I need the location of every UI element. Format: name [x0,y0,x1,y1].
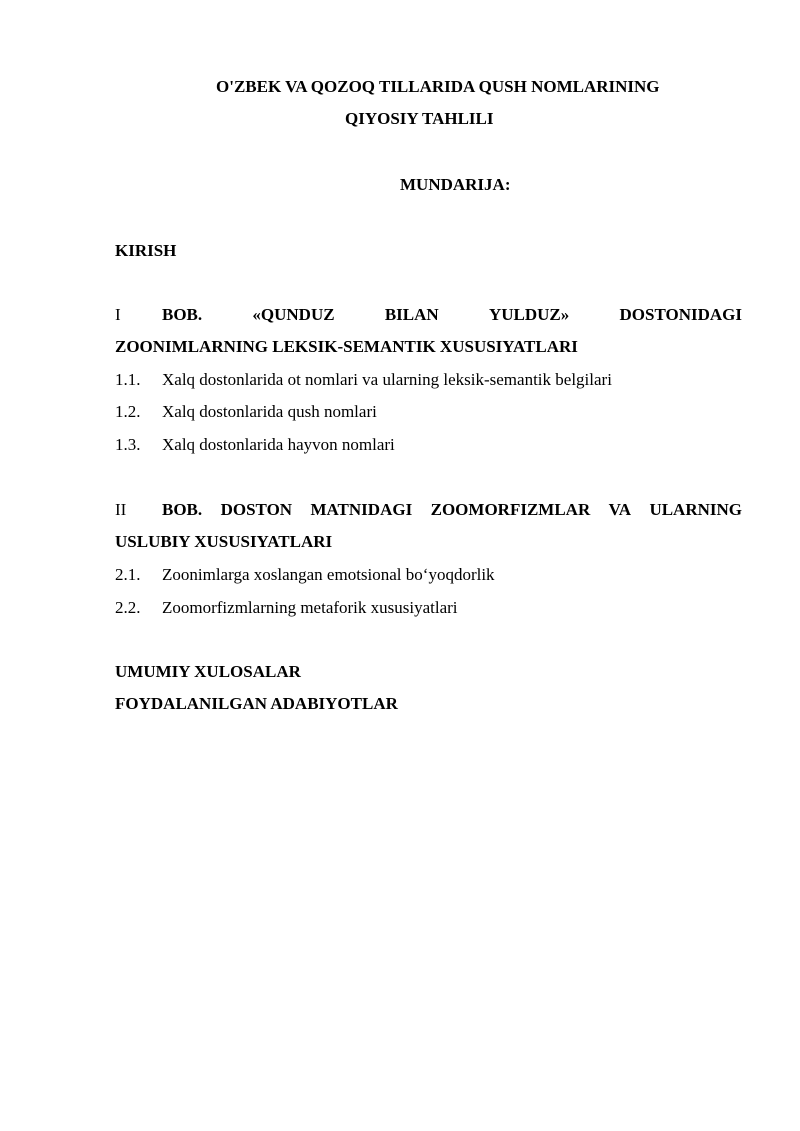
toc-item-number: 1.3. [115,435,141,454]
chapter-2-word: VA [608,500,632,519]
toc-item [115,565,495,585]
chapter-2-word: ZOOMORFIZMLAR [430,500,591,519]
toc-item-text: Xalq dostonlarida qush nomlari [162,402,377,421]
chapter-1-word: DOSTONIDAGI [619,305,742,324]
chapter-2-word: DOSTON [220,500,293,519]
chapter-2-word: BOB. [162,500,203,519]
references-entry: FOYDALANILGAN ADABIYOTLAR [115,694,398,713]
chapter-1-word: YULDUZ» [488,305,570,324]
chapter-1-title-line-2: ZOONIMLARNING LEKSIK-SEMANTIK XUSUSIYATLARI [115,337,578,356]
toc-item [115,598,458,618]
toc-item-number: 2.1. [115,565,141,584]
chapter-2-roman: II [115,500,127,519]
chapter-2-title-line-1 [162,500,742,520]
conclusions-entry: UMUMIY XULOSALAR [115,662,301,681]
toc-item [115,370,612,390]
toc-item-text: Zoomorfizmlarning metaforik xususiyatlari [162,598,458,617]
chapter-1-title-line-1 [162,305,742,325]
document-title-line-1: O'ZBEK VA QOZOQ TILLARIDA QUSH NOMLARINING [216,77,660,96]
toc-item-text: Xalq dostonlarida ot nomlari va ularning leksik-semantik belgilari [162,370,612,389]
intro-entry: KIRISH [115,241,177,260]
chapter-1-word: BILAN [384,305,439,324]
chapter-2-heading [115,500,742,552]
chapter-2-word: ULARNING [649,500,742,519]
toc-item-number: 1.1. [115,370,141,389]
chapter-1-word: «QUNDUZ [252,305,335,324]
chapter-1-roman: I [115,305,121,324]
chapter-2-title-line-2: USLUBIY XUSUSIYATLARI [115,532,333,551]
chapter-1-word: BOB. [162,305,203,324]
toc-item-number: 1.2. [115,402,141,421]
contents-heading: MUNDARIJA: [400,175,511,194]
chapter-1-heading [115,305,742,357]
toc-item-text: Xalq dostonlarida hayvon nomlari [162,435,395,454]
chapter-2-word: MATNIDAGI [310,500,413,519]
toc-item [115,402,377,422]
document-title-line-2: QIYOSIY TAHLILI [345,109,494,128]
toc-item-number: 2.2. [115,598,141,617]
toc-item [115,435,395,455]
toc-item-text: Zoonimlarga xoslangan emotsional bo‘yoqdorlik [162,565,495,584]
